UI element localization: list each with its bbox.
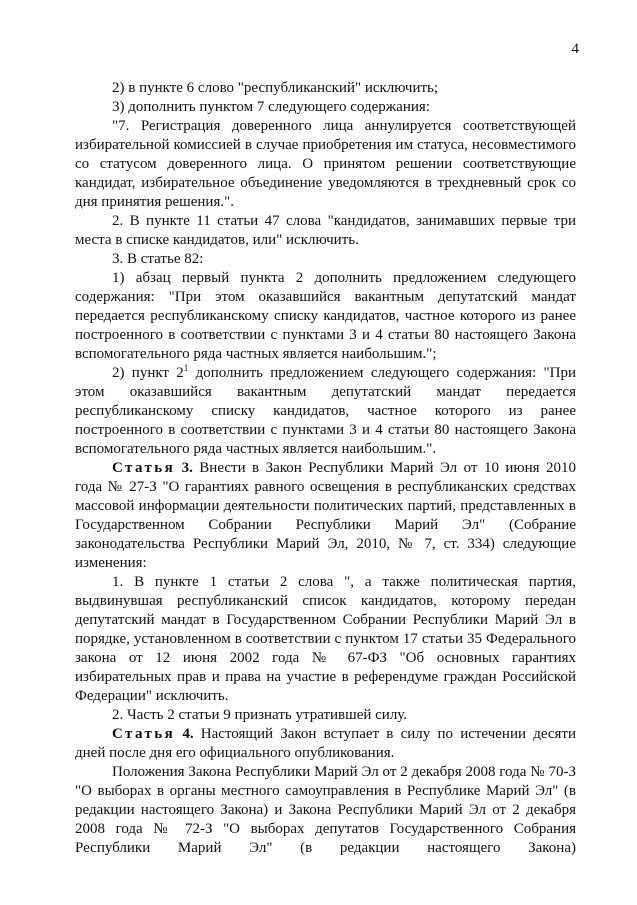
- article-3-label-word: Статья: [112, 460, 176, 476]
- paragraph-item-2-point-6: 2) в пункте 6 слово "республиканский" исключить;: [112, 80, 439, 96]
- paragraph-provisions: Положения Закона Республики Марий Эл от 2 декабря 2008 года № 70-З "О выборах в органы местного самоуправления в Республике Марий Эл" (в редакции настоящего Закона) и Закона Республики Марий Эл от 2 декабря 2008 года № 72-З "О выборах депутатов Государственного Собрания Республики Марий Эл" (в редакции настоящего Закона): [75, 764, 576, 856]
- paragraph-article-82-item-2: [75, 364, 576, 459]
- item-2-prefix: 2) пункт 2: [112, 365, 184, 381]
- paragraph-article-4: [75, 725, 576, 763]
- document-body: [75, 79, 576, 858]
- paragraph-article-82-heading: 3. В статье 82:: [112, 251, 204, 267]
- paragraph-article-3-item-2: 2. Часть 2 статьи 9 признать утратившей силу.: [112, 707, 408, 723]
- article-4-text: Настоящий Закон вступает в силу по истечении десяти дней после дня его официального опубликования.: [75, 726, 577, 761]
- paragraph-article-3-item-1: 1. В пункте 1 статьи 2 слова ", а также политическая партия, выдвинувшая республиканский список кандидатов, которому передан депутатский мандат в Государственном Собрании Республики Марий Эл в порядке, установленном в соответствии с пунктом 17 статьи 35 Федерального закона от 12 июня 2002 года № 67-ФЗ "Об основных гарантиях избирательных прав и права на участие в референдуме граждан Российской Федерации" исключить.: [75, 574, 576, 704]
- paragraph-point-7-text: "7. Регистрация доверенного лица аннулируется соответствующей избирательной комиссией в случае приобретения им статуса, несовместимого со статусом доверенного лица. О принятом решении соответствующие кандидат, избирательное объединение уведомляются в трехдневный срок со дня принятия решения.".: [75, 118, 576, 210]
- article-4-label-num: 4.: [175, 726, 194, 742]
- article-3-text: Внести в Закон Республики Марий Эл от 10 июня 2010 года № 27-З "О гарантиях равного освещения в республиканских средствах массовой информации деятельности политических партий, представленных в Государственном Собрании Республики Марий Эл" (Собрание законодательства Республики Марий Эл, 2010, № 7, ст. 334) следующие изменения:: [75, 460, 577, 571]
- item-2-text: дополнить предложением следующего содержания: "При этом оказавшийся вакантным депутатский мандат передается республиканскому списку кандидатов, частное которого из ранее построенного в соответствии с пунктами 3 и 4 статьи 80 настоящего Закона вспомогательного ряда частных является наибольшим.".: [75, 365, 576, 457]
- page-number: 4: [571, 41, 579, 57]
- article-4-label-word: Статья: [112, 726, 176, 742]
- article-3-label-num: 3.: [175, 460, 193, 476]
- superscript-index: 1: [183, 363, 189, 373]
- paragraph-article-3: [75, 459, 576, 573]
- paragraph-article-82-item-1: 1) абзац первый пункта 2 дополнить предложением следующего содержания: "При этом оказавшийся вакантным депутатский мандат передается республиканскому списку кандидатов, частное которого из ранее построенного в соответствии с пунктами 3 и 4 статьи 80 настоящего Закона вспомогательного ряда частных является наибольшим.";: [75, 270, 576, 362]
- paragraph-article-47: 2. В пункте 11 статьи 47 слова "кандидатов, занимавших первые три места в списке кандидатов, или" исключить.: [75, 213, 576, 248]
- paragraph-item-3-point-7: 3) дополнить пунктом 7 следующего содержания:: [112, 99, 430, 115]
